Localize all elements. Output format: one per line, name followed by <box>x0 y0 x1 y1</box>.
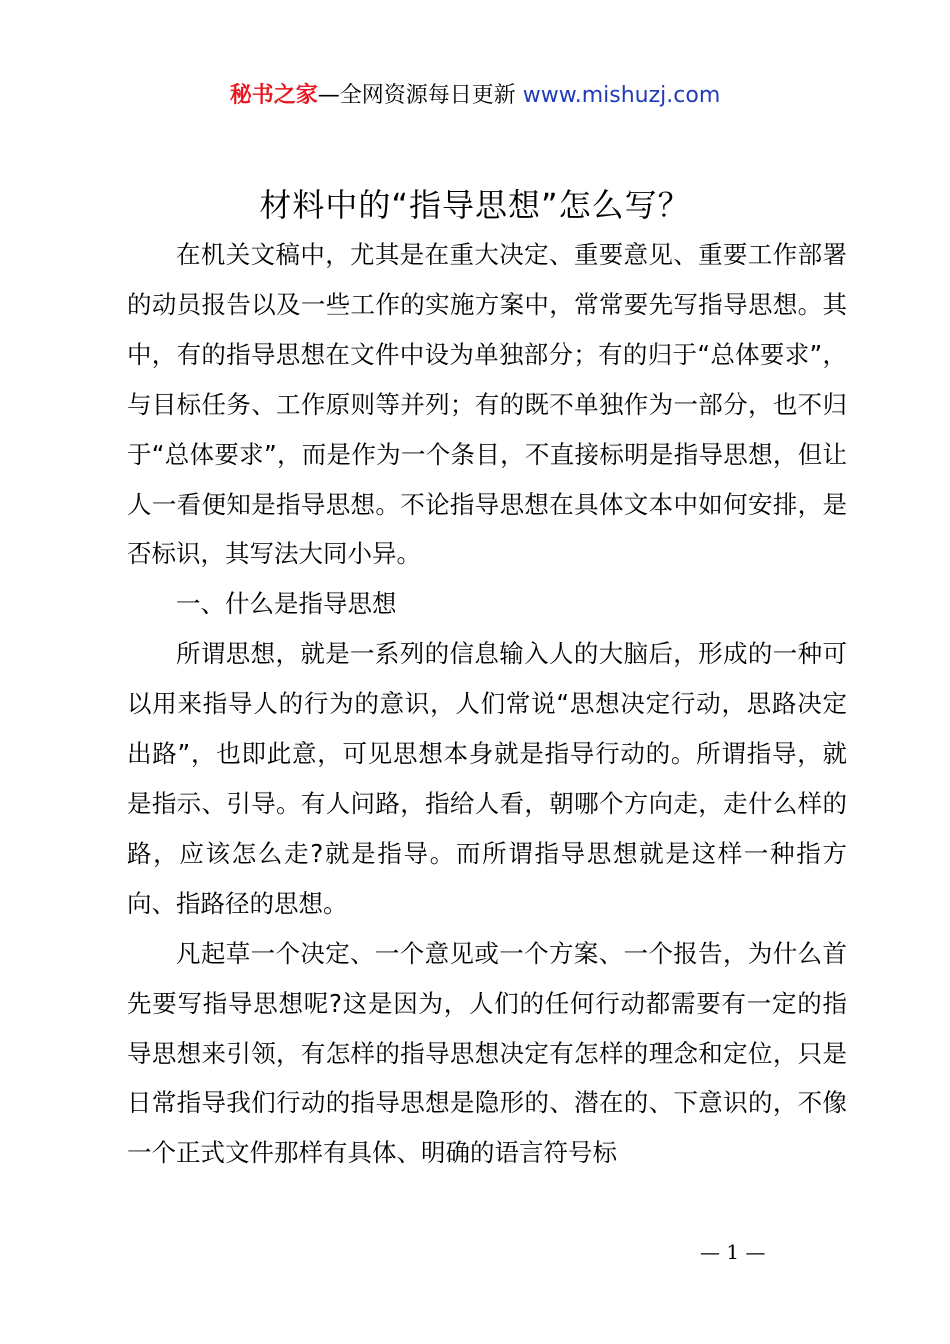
site-brand: 秘书之家 <box>229 83 318 108</box>
document-body <box>127 230 847 1178</box>
site-header <box>0 78 950 114</box>
document-title: 材料中的“指导思想”怎么写？ <box>259 186 691 224</box>
site-tagline: —全网资源每日更新 <box>317 83 516 108</box>
site-url-link[interactable]: www.mishuzj.com <box>522 83 721 108</box>
paragraph-intro: 在机关文稿中，尤其是在重大决定、重要意见、重要工作部署的动员报告以及一些工作的实施方案中，常常要先写指导思想。其中，有的指导思想在文件中设为单独部分；有的归于“总体要求”，与目标任务、工作原则等并列；有的既不单独作为一部分，也不归于“总体要求”，而是作为一个条目，不直接标明是指导思想，但让人一看便知是指导思想。不论指导思想在具体文本中如何安排，是否标识，其写法大同小异。 <box>127 240 847 569</box>
paragraph-definition: 所谓思想，就是一系列的信息输入人的大脑后，形成的一种可以用来指导人的行为的意识，人们常说“思想决定行动，思路决定出路”，也即此意，可见思想本身就是指导行动的。所谓指导，就是指示、引导。有人问路，指给人看，朝哪个方向走，走什么样的路，应该怎么走?就是指导。而所谓指导思想就是这样一种指方向、指路径的思想。 <box>127 639 847 918</box>
section-heading: 一、什么是指导思想 <box>176 589 397 619</box>
paragraph-reason: 凡起草一个决定、一个意见或一个方案、一个报告，为什么首先要写指导思想呢?这是因为，人们的任何行动都需要有一定的指导思想来引领，有怎样的指导思想决定有怎样的理念和定位，只是日常指导我们行动的指导思想是隐形的、潜在的、下意识的，不像一个正式文件那样有具体、明确的语言符号标 <box>127 938 847 1168</box>
page-number: — 1 — <box>700 1240 766 1264</box>
